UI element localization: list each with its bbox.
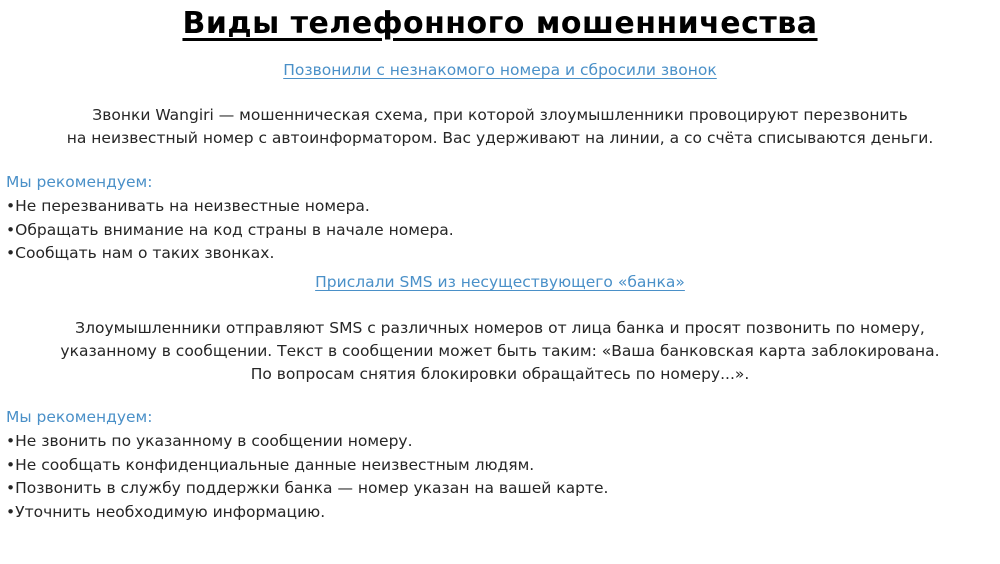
- section-heading-wangiri[interactable]: Позвонили с незнакомого номера и сбросили звонок: [283, 61, 717, 79]
- section-heading-sms[interactable]: Прислали SMS из несуществующего «банка»: [315, 273, 685, 291]
- list-item: • Позвонить в службу поддержки банка — номер указан на вашей карте.: [6, 477, 608, 501]
- list-item: • Уточнить необходимую информацию.: [6, 501, 608, 525]
- recommendation-list: [6, 430, 608, 524]
- paragraph-line: Злоумышленники отправляют SMS с различных номеров от лица банка и просят позвонить по номеру,: [75, 319, 925, 337]
- list-item: • Не перезванивать на неизвестные номера.: [6, 195, 454, 219]
- list-item: • Не звонить по указанному в сообщении номеру.: [6, 430, 608, 454]
- paragraph-line: указанному в сообщении. Текст в сообщении может быть таким: «Ваша банковская карта заблокирована.: [60, 342, 940, 360]
- recommend-label: Мы рекомендуем:: [6, 408, 153, 426]
- list-item: • Сообщать нам о таких звонках.: [6, 242, 454, 266]
- list-item: • Обращать внимание на код страны в начале номера.: [6, 219, 454, 243]
- section-paragraph-sms: [0, 317, 1000, 386]
- paragraph-line: на неизвестный номер с автоинформатором. Вас удерживают на линии, а со счёта списываются деньги.: [66, 129, 934, 147]
- list-item: • Не сообщать конфиденциальные данные неизвестным людям.: [6, 454, 608, 478]
- paragraph-line: Звонки Wangiri — мошенническая схема, при которой злоумышленники провоцируют перезвонить: [92, 106, 908, 124]
- recommendation-list: [6, 195, 454, 266]
- section-paragraph-wangiri: [0, 104, 1000, 150]
- recommend-label: Мы рекомендуем:: [6, 173, 153, 191]
- paragraph-line: По вопросам снятия блокировки обращайтесь по номеру...».: [250, 365, 750, 383]
- page-title: Виды телефонного мошенничества: [182, 6, 818, 41]
